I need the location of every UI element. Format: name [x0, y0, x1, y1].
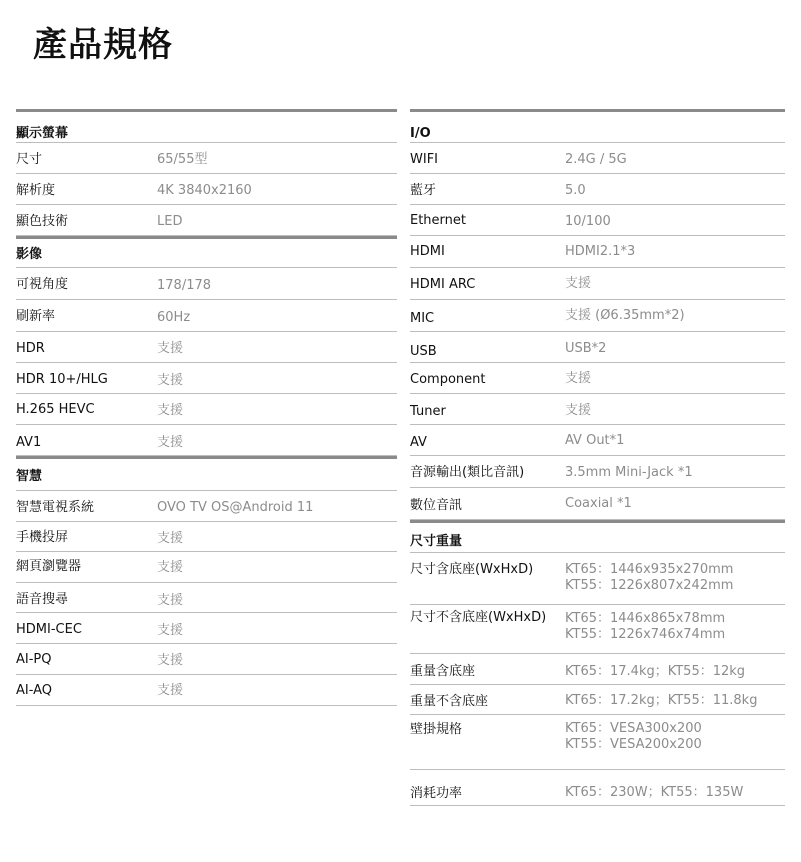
section-title: 尺寸重量	[410, 534, 463, 549]
section-header	[16, 236, 397, 268]
spec-row	[16, 425, 397, 456]
spec-value: KT65：VESA300x200	[565, 721, 702, 736]
spec-label: HDMI ARC	[410, 277, 476, 292]
spec-value: 支援	[157, 435, 184, 450]
spec-value: 支援	[157, 560, 184, 575]
spec-label: AI-AQ	[16, 683, 53, 698]
spec-label: 數位音訊	[410, 498, 463, 513]
spec-row	[16, 491, 397, 522]
spec-label: Tuner	[410, 404, 446, 419]
spec-label: HDR 10+/HLG	[16, 372, 108, 387]
section-header	[16, 456, 397, 491]
spec-label: 尺寸不含底座(WxHxD)	[410, 610, 547, 625]
spec-label: Component	[410, 372, 486, 387]
spec-label: AV	[410, 435, 427, 450]
section-title: I/O	[410, 126, 431, 141]
spec-label: WIFI	[410, 152, 438, 167]
spec-label: USB	[410, 344, 437, 359]
spec-label: MIC	[410, 311, 435, 326]
spec-value: 支援	[157, 683, 184, 698]
section-title: 顯示螢幕	[16, 126, 69, 141]
spec-row	[16, 583, 397, 613]
spec-row	[410, 205, 785, 236]
page-title: 產品規格	[33, 25, 173, 65]
spec-value: KT65：1446x865x78mm	[565, 611, 726, 626]
spec-label: 手機投屏	[16, 530, 69, 545]
spec-row	[410, 332, 785, 363]
spec-row	[410, 363, 785, 394]
spec-value-line2: KT55：1226x807x242mm	[565, 578, 734, 593]
spec-row	[410, 685, 785, 715]
spec-value: 4K 3840x2160	[157, 183, 252, 198]
spec-row	[16, 363, 397, 394]
spec-value: AV Out*1	[565, 433, 625, 448]
spec-row	[410, 425, 785, 456]
spec-label: 刷新率	[16, 309, 56, 324]
spec-table-right	[410, 109, 785, 806]
spec-row	[16, 522, 397, 552]
spec-row	[16, 174, 397, 205]
spec-value: 2.4G / 5G	[565, 152, 627, 167]
spec-label: 顯色技術	[16, 214, 69, 229]
spec-label: 解析度	[16, 183, 56, 198]
section-title: 影像	[16, 247, 43, 262]
spec-value: 支援	[157, 623, 184, 638]
spec-value: 支援	[157, 653, 184, 668]
spec-value: Coaxial *1	[565, 496, 632, 511]
spec-label: 尺寸	[16, 152, 43, 167]
spec-row	[16, 675, 397, 706]
spec-value: 5.0	[565, 183, 586, 198]
spec-value: LED	[157, 214, 183, 229]
spec-label: HDMI	[410, 244, 445, 259]
spec-value: KT65：17.2kg；KT55：11.8kg	[565, 693, 758, 708]
spec-label: 重量不含底座	[410, 694, 489, 709]
spec-row	[410, 770, 785, 806]
spec-value: KT65：1446x935x270mm	[565, 562, 734, 577]
spec-row	[16, 644, 397, 675]
spec-value: 支援	[157, 373, 184, 388]
spec-value: 支援	[157, 531, 184, 546]
spec-row	[410, 236, 785, 268]
spec-label: 音源輸出(類比音訊)	[410, 465, 525, 480]
spec-row	[410, 456, 785, 488]
spec-row	[410, 553, 785, 605]
spec-value: OVO TV OS@Android 11	[157, 500, 314, 515]
spec-label: Ethernet	[410, 213, 466, 228]
spec-row	[16, 552, 397, 583]
spec-label: 語音搜尋	[16, 592, 69, 607]
spec-row	[410, 715, 785, 770]
spec-label: HDMI-CEC	[16, 622, 82, 637]
spec-value: KT65：230W；KT55：135W	[565, 785, 744, 800]
spec-value: 65/55型	[157, 152, 208, 167]
spec-value: 10/100	[565, 214, 611, 229]
spec-row	[16, 268, 397, 300]
spec-value: 支援	[565, 403, 592, 418]
spec-row	[410, 174, 785, 205]
spec-value: KT65：17.4kg；KT55：12kg	[565, 664, 746, 679]
spec-row	[410, 143, 785, 174]
spec-label: 藍牙	[410, 183, 437, 198]
spec-label: 消耗功率	[410, 786, 463, 801]
section-header	[16, 109, 397, 143]
spec-label: 重量含底座	[410, 664, 476, 679]
spec-label: 智慧電視系統	[16, 500, 95, 515]
section-header	[410, 109, 785, 143]
spec-row	[16, 300, 397, 332]
spec-row	[16, 143, 397, 174]
spec-label: H.265 HEVC	[16, 402, 95, 417]
section-title: 智慧	[16, 469, 43, 484]
spec-value: HDMI2.1*3	[565, 244, 636, 259]
spec-row	[410, 488, 785, 520]
spec-label: 網頁瀏覽器	[16, 559, 82, 574]
spec-row	[410, 268, 785, 300]
spec-value: 支援	[565, 371, 592, 386]
spec-row	[16, 205, 397, 236]
spec-row	[16, 332, 397, 363]
spec-row	[16, 394, 397, 425]
spec-value: 3.5mm Mini-Jack *1	[565, 465, 693, 480]
spec-value: USB*2	[565, 341, 607, 356]
spec-value: 支援	[565, 276, 592, 291]
spec-label: 壁掛規格	[410, 722, 463, 737]
spec-row	[410, 654, 785, 685]
spec-row	[16, 613, 397, 644]
spec-value: 支援	[157, 403, 184, 418]
spec-row	[410, 605, 785, 654]
spec-label: HDR	[16, 341, 45, 356]
spec-value: 60Hz	[157, 310, 191, 325]
spec-value: 178/178	[157, 278, 212, 293]
spec-value: 支援	[157, 341, 184, 356]
spec-label: 尺寸含底座(WxHxD)	[410, 562, 534, 577]
spec-label: AI-PQ	[16, 652, 52, 667]
spec-row	[410, 394, 785, 425]
spec-value: 支援 (Ø6.35mm*2)	[565, 308, 685, 323]
spec-label: 可視角度	[16, 277, 69, 292]
spec-value-line2: KT55：VESA200x200	[565, 737, 702, 752]
spec-value-line2: KT55：1226x746x74mm	[565, 627, 726, 642]
section-header	[410, 520, 785, 553]
spec-value: 支援	[157, 593, 184, 608]
spec-label: AV1	[16, 435, 42, 450]
spec-table-left	[16, 109, 397, 706]
spec-row	[410, 300, 785, 332]
